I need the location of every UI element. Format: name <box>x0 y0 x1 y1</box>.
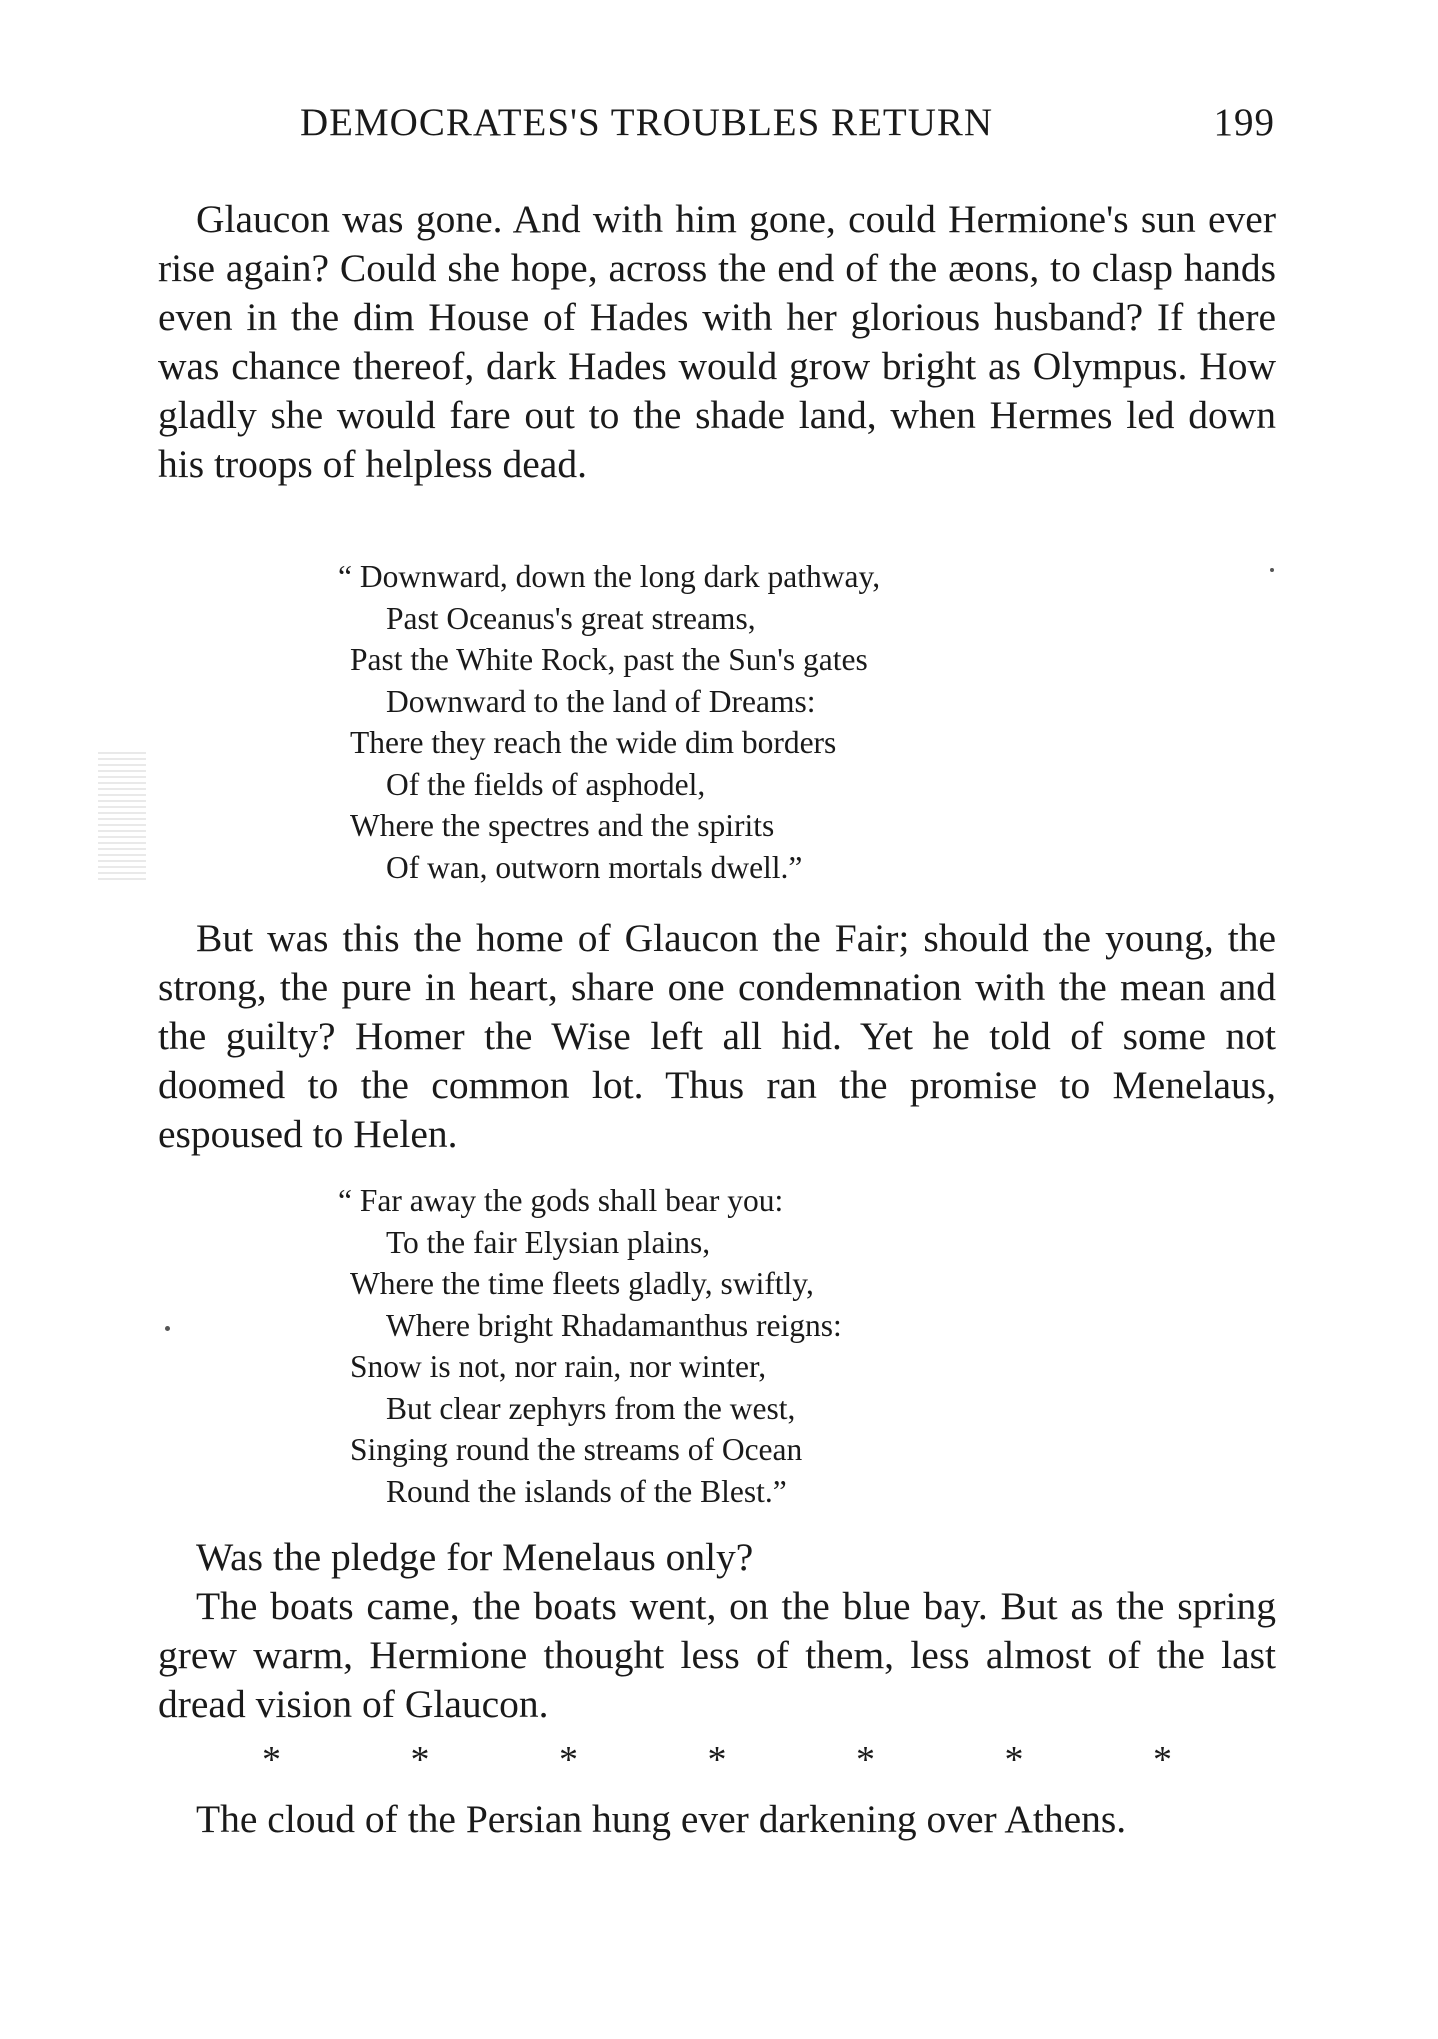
asterisk: * <box>559 1739 578 1781</box>
verse-line: “ Downward, down the long dark pathway, <box>338 559 881 594</box>
section-separator <box>262 1740 1172 1780</box>
running-head <box>300 100 1275 160</box>
verse-line: Past the White Rock, past the Sun's gates <box>350 642 868 677</box>
scan-speck <box>165 1326 170 1331</box>
verse-line: There they reach the wide dim borders <box>350 725 837 760</box>
asterisk: * <box>707 1739 727 1781</box>
verse-line: To the fair Elysian plains, <box>386 1224 711 1260</box>
verse-line: But clear zephyrs from the west, <box>386 1390 796 1426</box>
verse-line: “ Far away the gods shall bear you: <box>338 1183 784 1218</box>
verse-line: Where the spectres and the spirits <box>350 808 775 843</box>
asterisk: * <box>1153 1739 1172 1781</box>
chapter-title: DEMOCRATES'S TROUBLES RETURN <box>300 101 994 144</box>
paragraph-persian-cloud: The cloud of the Persian hung ever darkening over Athens. <box>196 1797 1127 1841</box>
verse-line: Singing round the streams of Ocean <box>350 1432 803 1467</box>
verse-line: Where bright Rhadamanthus reigns: <box>386 1307 842 1343</box>
asterisk: * <box>262 1739 281 1781</box>
verse-line: Snow is not, nor rain, nor winter, <box>350 1349 767 1384</box>
verse-line: Downward to the land of Dreams: <box>386 683 816 719</box>
verse-line: Of wan, outworn mortals dwell.” <box>386 849 803 885</box>
verse-line: Where the time fleets gladly, swiftly, <box>350 1266 814 1301</box>
asterisk: * <box>1004 1739 1024 1781</box>
verse-downward <box>338 556 1150 888</box>
asterisk: * <box>856 1739 875 1781</box>
verse-line: Of the fields of asphodel, <box>386 766 706 802</box>
paragraph-boats: The boats came, the boats went, on the blue bay. But as the spring grew warm, Hermione thought less of them, less almost of the last dread vision of Glaucon. <box>158 1584 1276 1726</box>
paragraph-home-of-glaucon: But was this the home of Glaucon the Fair; should the young, the strong, the pure in heart, share one condemnation with the mean and the guilty? Homer the Wise left all hid. Yet he told of some not doomed to the common lot. Thus ran the promise to Menelaus, espoused to Helen. <box>158 916 1276 1156</box>
asterisk: * <box>410 1739 430 1781</box>
verse-line: Past Oceanus's great streams, <box>386 600 756 636</box>
verse-far-away <box>338 1180 1150 1512</box>
page-number: 199 <box>1213 101 1275 144</box>
paragraph-glaucon-gone: Glaucon was gone. And with him gone, could Hermione's sun ever rise again? Could she hope, across the end of the æons, to clasp hands even in the dim House of Hades with her glorious husband? If there was chance thereof, dark Hades would grow bright as Olympus. How gladly she would fare out to the shade land, when Hermes led down his troops of helpless dead. <box>158 197 1276 486</box>
scan-artifact <box>98 750 146 880</box>
paragraph-pledge: Was the pledge for Menelaus only? <box>196 1535 754 1579</box>
scan-speck <box>1270 568 1274 572</box>
verse-line: Round the islands of the Blest.” <box>386 1473 787 1509</box>
